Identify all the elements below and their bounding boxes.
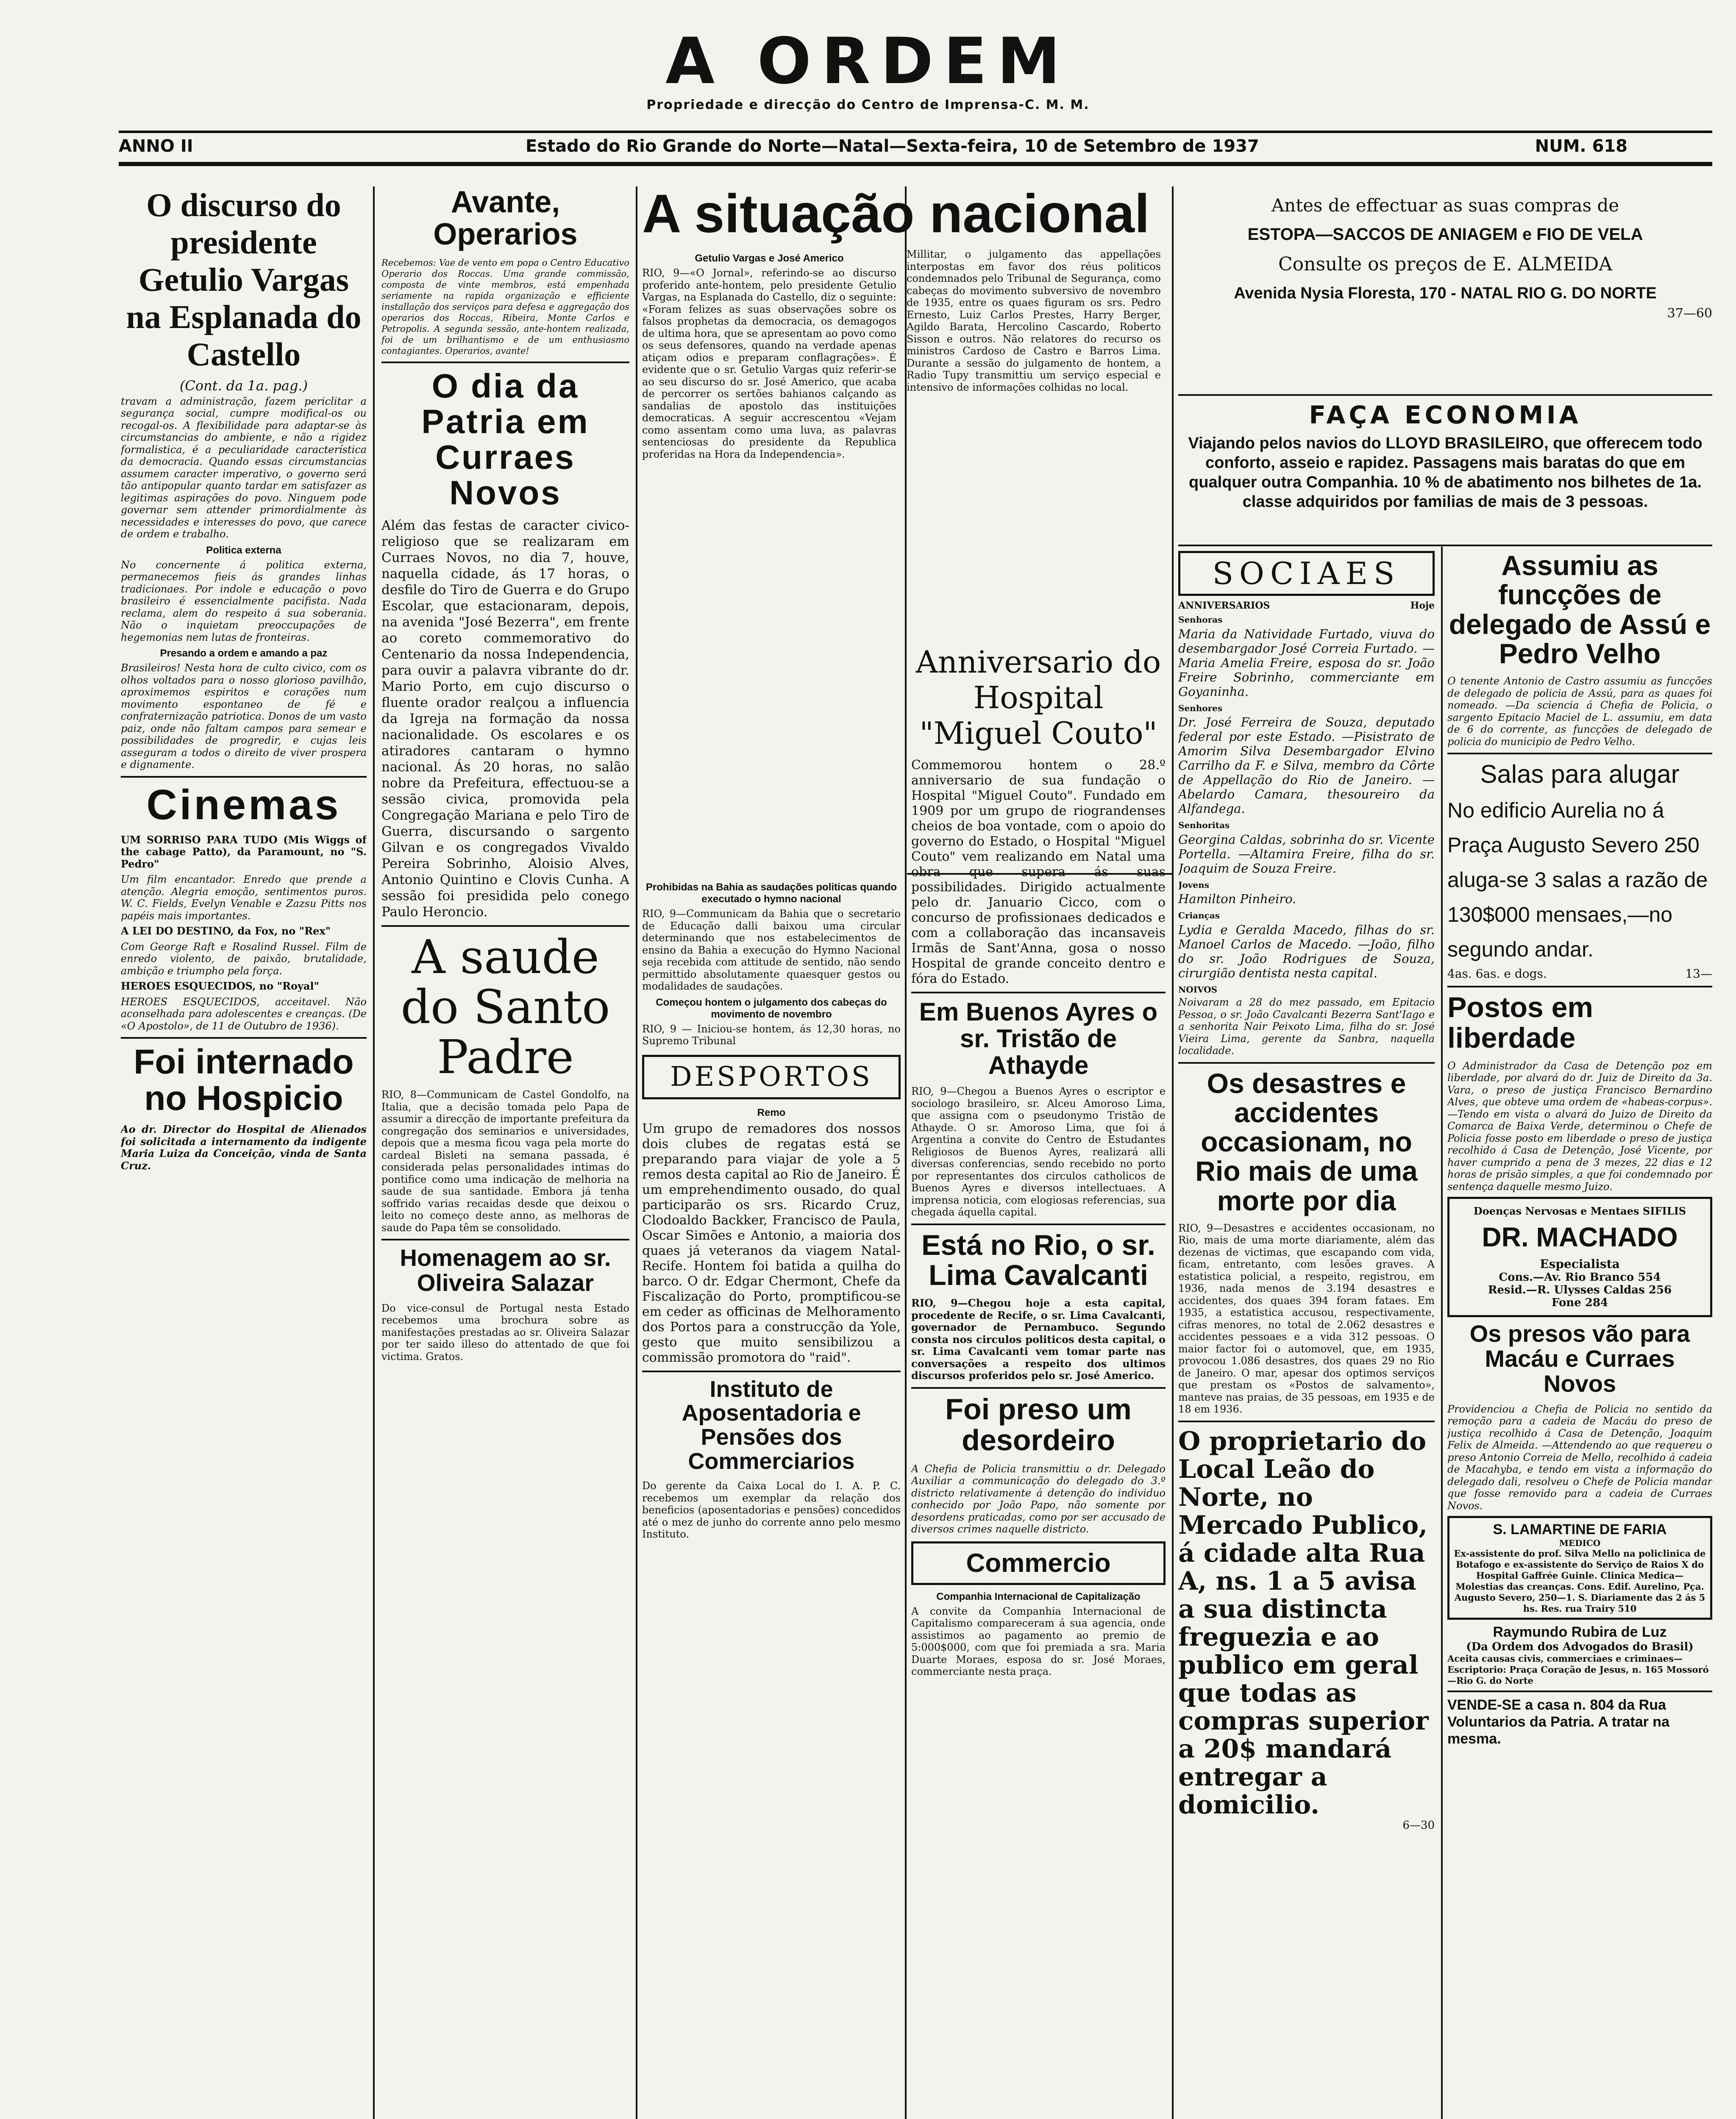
film-review: HEROES ESQUECIDOS, acceitavel. Não aconselhada para adolescentes e creanças. (De «O Apostolo», de 11 de Outubro de 1936).	[121, 996, 367, 1032]
article-body: Do gerente da Caixa Local do I. A. P. C. recebemos um exemplar da relação dos beneficios (aposentadorias e pensões) concedidos até o mez de junho do corrente anno pelo mesmo Instituto.	[642, 1480, 901, 1541]
article-body: RIO, 9—«O Jornal», referindo-se ao discurso proferido ante-hontem, pelo presidente Getulio Vargas, na Esplanada do Castello, diz o seguinte: «Foram felizes as suas observações sobre os falsos prophetas da democracia, os demagogos de ultima hora, que se apresentam ao povo como os seus defensores, quando na verdade apenas atiçam odios e preparam conflagrações». É evidente que o sr. Getulio Vargas quiz referir-se ao seu discurso do sr. José Americo, que acaba de percorrer os sertões bahianos calçando as sandalias de apostolo das instituições democraticas. A seguir accrescentou «Vejam como assentam como uma luva, as palavras sentenciosas do presidente da Republica proferidas na Hora da Independencia».	[642, 267, 896, 460]
ad-text: Aceita causas civis, commerciaes e criminaes—Escriptorio: Praça Coração de Jesus, n. 165 Mossoró—Rio G. do Norte	[1447, 1653, 1709, 1686]
article-body: Além das festas de caracter civico-religioso que se realizaram em Curraes Novos, no dia 7, houve, naquella cidade, ás 17 horas, o desfile do Tiro de Guerra e do Grupo Escolar, que estacionaram, depois, na avenida "José Bezerra", em frente ao coreto commemorativo do Centenario da nossa Independencia, para ouvir a palavra vibrante do dr. Mario Porto, em cujo discurso o fluente orador realçou a influencia da Igreja na formação da nossa nacionalidade. Os escolares e os atiradores cantaram o hymno nacional. Ás 20 horas, no salão nobre da Prefeitura, effectuou-se a sessão civica, promovida pela Congregação Mariana e pelo Tiro de Guerra, discursando o sargento Gilvan e os congregados Vivaldo Pereira Sobrinho, Aloisio Alves, Antonio Quintino e Clovis Cunha. A sessão foi presidida pelo conego Paulo Heroncio.	[381, 518, 629, 920]
article-body: Um grupo de remadores dos nossos dois clubes de regatas está se preparando para viajar de yole a 5 remos desta capital ao Rio de Janeiro. É um emprehendimento ousado, do qual participarão os srs. Ricardo Cruz, Clodoaldo Backker, Francisco de Paula, Oscar Simões e Antonio, a maioria dos quaes já veteranos da viagem Natal-Recife. Hontem foi batida a quilha do barco. O dr. Edgar Chermont, Chefe da Fiscalização do Porto, promptificou-se em ceder as officinas de Melhoramento dos Portos para a construcção da Yole, gesto que muito sensibilizou a commissão promotora do "raid".	[642, 1121, 901, 1365]
subheading-politica: Politica externa	[206, 544, 281, 556]
ad-dr-machado	[1447, 1197, 1712, 1317]
article-body: A convite da Companhia Internacional de Capitalismo compareceram á sua agencia, onde assistimos ao pagamento ao premio de 5:000$000, com que foi premiada a sra. Maria Duarte Moraes, esposa do sr. José Moraes, commerciante nesta praça.	[911, 1605, 1166, 1678]
sociaes-label: Jovens	[1178, 879, 1209, 890]
article-body: RIO, 8—Communicam de Castel Gondolfo, na Italia, que a decisão tomada pelo Papa de assumir a direcção de importante prefeitura da congregação dos seminarios e universidades, depois que a mesma ficou vaga pela morte do cardeal Bisleti na semana passada, é considerada pelas personalidades intimas do pontifice como uma indicação de melhoria na saude de sua santidade. Embora já tenha soffrido varias recaidas desde que deixou o leito no começo deste anno, as melhoras de saude do Papa têm se consolidado.	[381, 1089, 629, 1234]
newspaper-subtitle: Propriedade e direcção do Centro de Imprensa-C. M. M.	[646, 97, 1090, 112]
headline-sociaes: SOCIAES	[1212, 556, 1401, 591]
year-label: ANNO II	[119, 136, 193, 156]
ad-faria	[1447, 1516, 1712, 1620]
dateline	[119, 135, 1628, 160]
section-rule	[642, 1371, 901, 1372]
article-body: Recebemos: Vae de vento em popa o Centro Educativo Operario dos Roccas. Uma grande commissão, composta de vinte membros, está empenhada seriamente na rapida organização e efficiente installação dos serviços para defesa e aggregação dos operarios dos Roccas, Ribeira, Monte Carlos e Petropolis. A segunda sessão, ante-hontem realizada, foi de um brilhantismo e de um enthusiasmo contagiantes. Operarios, avante!	[381, 258, 629, 356]
article-body: RIO, 9—Communicam da Bahia que o secretario de Educação dalli baixou uma circular determinando que nos estabelecimentos de ensino da Bahia a execução do Hymno Nacional seja recebida com attitude de sentido, não sendo permittido absolutamente quaesquer gestos ou modalidades de saudações.	[642, 908, 901, 992]
ad-line: Consulte os preços de E. ALMEIDA	[1278, 253, 1613, 275]
column-5a	[1178, 551, 1435, 2119]
headline-buenos-ayres: Em Buenos Ayres o sr. Tristão de Athayde	[919, 998, 1158, 1079]
sociaes-header	[1178, 600, 1435, 611]
column-4	[911, 644, 1166, 2119]
desportos-box	[642, 1055, 901, 1099]
headline-desastres: Os desastres e accidentes occasionam, no Rio mais de uma morte por dia	[1195, 1067, 1418, 1216]
column-1	[121, 186, 367, 2119]
section-rule	[1178, 1062, 1435, 1064]
classified-title: Salas para alugar	[1480, 760, 1680, 789]
subheading-presando: Presando a ordem e amando a paz	[160, 648, 328, 659]
sociaes-label: NOIVOS	[1178, 984, 1218, 995]
article-body: RIO, 9—Chegou a Buenos Ayres o escriptor e sociologo brasileiro, sr. Alceu Amoroso Lima, que assigna com o pseudonymo Tristão de Athayde. O sr. Amoroso Lima, que foi á Argentina a convite do Centro de Estudantes Religiosos de Buenos Ayres, realizará alli diversas conferencias, sendo recebido no porto por representantes dos circulos catholicos de Buenos Ayres e diversos intellectuaes. A imprensa noticia, com elogiosas referencias, sua chegada áquella capital.	[911, 1085, 1166, 1218]
ad-lloyd	[1178, 400, 1712, 540]
headline-desordeiro: Foi preso um desordeiro	[945, 1392, 1132, 1457]
headline-cinemas: Cinemas	[146, 781, 341, 829]
sociaes-label: Senhores	[1178, 703, 1223, 713]
sociaes-entry: Georgina Caldas, sobrinha do sr. Vicente Portella. —Altamira Freire, filha do sr. Joaquim de Souza Freire.	[1178, 832, 1435, 876]
column-divider	[636, 186, 637, 2119]
headline-homenagem: Homenagem ao sr. Oliveira Salazar	[400, 1244, 611, 1296]
headline-desportos: DESPORTOS	[670, 1061, 873, 1093]
classified-footer	[1447, 967, 1712, 981]
film-title: UM SORRISO PARA TUDO (Mis Wiggs of the cabage Patto), da Paramount, no "S. Pedro"	[121, 833, 367, 870]
sociaes-hoje: Hoje	[1410, 600, 1435, 611]
headline-hospicio: Foi internado no Hospicio	[134, 1043, 354, 1118]
commercio-box	[911, 1541, 1166, 1585]
sociaes-entry: Hamilton Pinheiro.	[1178, 892, 1296, 906]
sociaes-entry: Dr. José Ferreira de Souza, deputado federal por este Estado. —Pisistrato de Amorim Silva Desembargador Elvino Carrilho da F. e Silva, membro da Côrte de Appellação do Rio de Janeiro. —Abelardo Camara, thesoureiro da Alfandega.	[1178, 715, 1435, 816]
ad-code: 37—60	[1667, 306, 1712, 321]
section-rule	[381, 362, 629, 363]
section-rule	[1178, 1421, 1435, 1422]
ad-title: S. LAMARTINE DE FARIA	[1493, 1521, 1667, 1538]
headline-lima-cavalcanti: Está no Rio, o sr. Lima Cavalcanti	[921, 1229, 1155, 1291]
section-rule	[1447, 986, 1712, 987]
section-rule	[381, 1239, 629, 1240]
ad-line: ESTOPA—SACCOS DE ANIAGEM e FIO DE VELA	[1247, 225, 1643, 244]
classified-days: 4as. 6as. e dogs.	[1447, 967, 1547, 981]
ad-line: Doenças Nervosas e Mentaes SIFILIS	[1473, 1205, 1686, 1218]
ad-doctor-name: DR. MACHADO	[1482, 1222, 1678, 1253]
section-rule	[1447, 1691, 1712, 1692]
sociaes-entry: Lydia e Geralda Macedo, filhas do sr. Manoel Carlos de Macedo. —João, filho do sr. João Rodrigues de Souza, cirurgião dentista nesta capital.	[1178, 922, 1435, 980]
headline-assumiu: Assumiu as funcções de delegado de Assú e Pedro Velho	[1449, 551, 1711, 669]
ad-text: Viajando pelos navios do LLOYD BRASILEIRO, que offerecem todo conforto, asseio e rapidez. Passagens mais baratas do que em qualquer outra Companhia. 10 % de abatimento nos bilhetes de 1a. classe adquiridos por familias de mais de 3 pessoas.	[1188, 434, 1703, 511]
notice-code: 6—30	[1402, 1819, 1435, 1832]
ad-line: Fone 284	[1551, 1296, 1608, 1310]
subheading-getulio: Getulio Vargas e José Americo	[695, 253, 844, 264]
film-title: HEROES ESQUECIDOS, no "Royal"	[121, 980, 320, 992]
section-rule	[1178, 545, 1712, 546]
ad-line: Antes de effectuar as suas compras de	[1271, 195, 1619, 216]
ad-text: Ex-assistente do prof. Silva Mello na policlinica de Botafogo e ex-assistente do Serviço de Raios X do Hospital Gaffrée Guinle. Clinica Medica—Molestias das creanças. Cons. Edif. Aurelino, Pça. Augusto Severo, 250—1. S. Diariamente das 2 ás 5 hs. Res. rua Trairy 510	[1454, 1548, 1706, 1614]
headline-postos: Postos em liberdade	[1447, 991, 1593, 1054]
headline-situacao: A situação nacional	[642, 186, 1150, 244]
sociaes-box	[1178, 551, 1435, 596]
article-body: Millitar, o julgamento das appellações interpostas em favor dos réus politicos condemnados pelo Tribunal de Segurança, como cabeças do movimento subversivo de novembro de 1935, entre os quaes figuram os srs. Pedro Ernesto, Luiz Carlos Prestes, Harry Berger, Agildo Barata, Hercolino Cascardo, Roberto Sisson e outros. Não relatores do recurso os ministros Cardoso de Castro e Barros Lima. Durante a sessão do julgamento de hontem, a Radio Tupy transmittiu um serviço especial e intensivo de informações colhidas no local.	[907, 248, 1161, 393]
top-rule	[119, 131, 1712, 133]
article-body: RIO, 9 — Iniciou-se hontem, ás 12,30 horas, no Supremo Tribunal	[642, 1023, 901, 1047]
section-rule	[1178, 394, 1712, 396]
article-body: RIO, 9—Desastres e accidentes occasionam, no Rio, mais de uma morte diariamente, além das dezenas de victimas, que escapando com vida, ficam, entretanto, com lesões graves. A estatistica policial, a respeito, registrou, em 1936, nada menos de 3.194 desastres e accidentes, dos quaes 394 foram fataes. Em 1935, a estatistica accusou, respectivamente, cifras menores, no total de 2.062 desastres e accidentes pessoaes e a vida 312 pessoas. O maior factor foi o automovel, que, em 1935, provocou 1.086 desastres, dos quaes 29 no Rio de Janeiro. O mar, apesar dos optimos serviços que prestam os «Postos de salvamento», manteve nas praias, de 35 pessoas, em 1935 e de 18 em 1936.	[1178, 1222, 1435, 1415]
article-body: Providenciou a Chefia de Policia no sentido da remoção para a cadeia de Macáu do preso de justiça recolhido á Casa de Detenção, Joaquim Felix de Almeida. —Attendendo ao que requereu o preso Antonio Correia de Mello, recolhido á cadeia de Macahyba, e tendo em vista a informação do delegado dali, resolveu o Chefe de Policia mandar que fosse removido para a cadeia de Curraes Novos.	[1447, 1403, 1712, 1512]
sociaes-entry: Noivaram a 28 do mez passado, em Epitacio Pessoa, o sr. João Cavalcanti Bezerra Sant'Iago e a senhorita Nair Peixoto Lima, filha do sr. José Vieira Lima, gerente da Sanbra, naquella localidade.	[1178, 996, 1435, 1057]
article-body: RIO, 9—Chegou hoje a esta capital, procedente de Recife, o sr. Lima Cavalcanti, governador de Pernambuco. Segundo consta nos circulos politicos desta capital, o sr. Lima Cavalcanti vem tomar parte nas conversações a respeito dos ultimos discursos proferidos pelo sr. José Americo.	[911, 1297, 1166, 1382]
classified-text: No edificio Aurelia no á Praça Augusto Severo 250 aluga-se 3 salas a razão de 130$000 mensaes,—no segundo andar.	[1447, 798, 1708, 962]
ad-title: Raymundo Rubira de Luz	[1493, 1624, 1667, 1641]
masthead	[0, 25, 1736, 112]
classified-vende: VENDE-SE a casa n. 804 da Rua Voluntarios da Patria. A tratar na mesma.	[1447, 1697, 1669, 1747]
ad-line: Especialista	[1540, 1257, 1620, 1271]
column-5b	[1447, 551, 1712, 2119]
film-title: A LEI DO DESTINO, da Fox, no "Rex"	[121, 925, 331, 937]
headline-saude: A saude do Santo Padre	[401, 930, 610, 1085]
subheading-julgamento: Começou hontem o julgamento dos cabeças do movimento de novembro	[656, 996, 887, 1020]
sociaes-label: Senhoritas	[1178, 820, 1230, 830]
article-body: Commemorou hontem o 28.º anniversario de sua fundação o Hospital "Miguel Couto". Fundado em 1909 por um grupo de riograndenses cheios de boa vontade, com o apoio do governo do Estado, o Hospital "Miguel Couto" vem realizando em Natal uma obra que supera ás suas possibilidades. Dirigido actualmente pelo dr. Januario Cicco, com o concurso de profissionaes dedicados e com a collaboração das incansaveis Irmãs de Sant'Anna, gosa o nosso Hospital de grande conceito dentro e fóra do Estado.	[911, 758, 1166, 986]
headline-dia-patria: O dia da Patria em Curraes Novos	[421, 367, 590, 512]
issue-number: NUM. 618	[1535, 136, 1628, 156]
bottom-rule	[119, 162, 1712, 166]
sociaes-entry: Maria da Natividade Furtado, viuva do desembargador José Correia Furtado. —Maria Amelia Freire, esposa do sr. João Freire Sobrinho, commerciante em Goyaninha.	[1178, 626, 1435, 699]
section-rule	[911, 992, 1166, 993]
headline-commercio: Commercio	[966, 1548, 1111, 1578]
subheading-capitalizacao: Companhia Internacional de Capitalização	[936, 1591, 1141, 1602]
sociaes-label: Crianças	[1178, 910, 1220, 920]
ad-line: Resid.—R. Ulysses Caldas 256	[1488, 1284, 1672, 1297]
article-body: Ao dr. Director do Hospital de Alienados foi solicitada a internamento da indigente Maria Luiza da Conceição, vinda de Santa Cruz.	[121, 1123, 367, 1172]
classified-code: 13—	[1685, 967, 1712, 981]
headline-anniversario: Anniversario do Hospital "Miguel Couto"	[915, 644, 1161, 751]
article-body: O Administrador da Casa de Detenção poz em liberdade, por alvará do dr. Juiz de Direito da 3a. Vara, o preso de justiça Francisco Bernardino Alves, que obteve uma ordem de «habeas-corpus». —Tendo em vista o alvará do Juizo de Direito da Comarca de Baixa Verde, determinou o Chefe de Policia fosse posto em liberdade o preso de justiça recolhido á Casa de Detenção, José Vicente, por haver cumprido a pena de 3 mezes, 22 dias e 12 horas de prisão simples, a que foi condemnado por sentença daquelle mesmo Juizo.	[1447, 1060, 1712, 1193]
headline-getulio: O discurso do presidente Getulio Vargas na Esplanada do Castello	[126, 186, 362, 373]
subheading-remo: Remo	[757, 1107, 786, 1118]
section-rule	[911, 1387, 1166, 1389]
ad-sub: MEDICO	[1559, 1538, 1601, 1549]
article-body: O tenente Antonio de Castro assumiu as funcções de delegado de policia de Assú, para as quaes foi nomeado. —Da sciencia á Chefia de Policia, o sargento Epitacio Maciel de L. assumiu, em data de 6 do corrente, as funcções de delegado de policia do municipio de Pedro Velho.	[1447, 675, 1712, 748]
column-divider	[1441, 547, 1443, 2119]
continuation-note: (Cont. da 1a. pag.)	[179, 378, 308, 394]
ad-line: Avenida Nysia Floresta, 170 - NATAL RIO G. DO NORTE	[1234, 284, 1657, 302]
article-body: Do vice-consul de Portugal nesta Estado recebemos uma brochura sobre as manifestações prestadas ao sr. Oliveira Salazar por ter saido illeso do attentado de que foi victima. Gratos.	[381, 1302, 629, 1363]
column-3	[642, 877, 901, 2119]
ad-sub: (Da Ordem dos Advogados do Brasil)	[1466, 1641, 1694, 1654]
article-body: Brasileiros! Nesta hora de culto civico, com os olhos voltados para o nosso glorioso pavilhão, aproximemos espiritos e corações num movimento espontaneo de fé e confraternização patriotica. Donos de um vasto paiz, onde não faltam campos para semear e possibilidades de progredir, e cujas leis asseguram a todos o direito de viver prospera e dignamente.	[121, 662, 367, 770]
section-rule	[121, 776, 367, 778]
sociaes-sub: ANNIVERSARIOS	[1178, 600, 1270, 611]
section-rule	[1447, 753, 1712, 754]
column-2	[381, 186, 629, 2119]
column-divider	[373, 186, 375, 2119]
headline-presos: Os presos vão para Macáu e Curraes Novos	[1469, 1320, 1690, 1397]
ad-almeida	[1178, 186, 1712, 390]
place-date: Estado do Rio Grande do Norte—Natal—Sexta-feira, 10 de Setembro de 1937	[526, 136, 1259, 156]
column-divider	[1172, 186, 1174, 2119]
sociaes-label: Senhoras	[1178, 615, 1223, 625]
article-body: A Chefia de Policia transmittiu o dr. Delegado Auxiliar a communicação do delegado do 3.º districto relativamente á detenção do individuo conhecido por João Papo, não somente por desordens praticadas, como por ser accusado de diversos crimes naquelle districto.	[911, 1463, 1166, 1535]
ad-line: Cons.—Av. Rio Branco 554	[1499, 1271, 1661, 1284]
section-rule	[911, 1224, 1166, 1225]
film-review: Com George Raft e Rosalind Russel. Film de enredo violento, de paixão, brutalidade, ambição e triumpho pela força.	[121, 940, 367, 977]
article-body: No concernente á politica externa, permanecemos fieis ás grandes linhas tradicionaes. Por indole e educação o povo brasileiro é essencialmente pacifista. Nada reclama, alem do respeito á sua soberania. Não o inquietam preoccupações de hegemonias nem lutas de fronteiras.	[121, 559, 367, 643]
headline-instituto: Instituto de Aposentadoria e Pensões dos Commerciarios	[682, 1376, 861, 1474]
newspaper-title: A ORDEM	[665, 25, 1071, 98]
ad-title: FAÇA ECONOMIA	[1309, 400, 1582, 429]
section-rule	[121, 1037, 367, 1039]
film-review: Um film encantador. Enredo que prende a atenção. Alegria emoção, sentimentos puros. W. C. Fields, Evelyn Venable e Zazsu Pitts nos papéis mais importantes.	[121, 873, 367, 922]
section-rule	[381, 925, 629, 927]
article-body: travam a administração, fazem periclitar a segurança social, cumpre modifical-os ou recogal-os. A flexibilidade para adaptar-se às circumstancias do ambiente, e não a rigidez formalistica, é a peculiaridade característica da democracia. Quando essas circumstancias assumem caracter imperativo, o governo será tão antipopular quanto tardar em satisfazer as legitimas aspirações do povo. Ninguem pode governar sem attender primordialmente às necessidades e interesses do povo, que carece de ordem e trabalho.	[121, 395, 367, 540]
subheading-prohibidas: Prohibidas na Bahia as saudações politicas quando executado o hymno nacional	[645, 882, 897, 905]
headline-avante: Avante, Operarios	[433, 186, 578, 251]
notice-proprietario: O proprietario do Local Leão do Norte, no Mercado Publico, á cidade alta Rua A, ns. 1 a 5 avisa a sua distincta freguezia e ao publico em geral que todas as compras superior a 20$ mandará entregar a domicilio.	[1178, 1426, 1429, 1820]
